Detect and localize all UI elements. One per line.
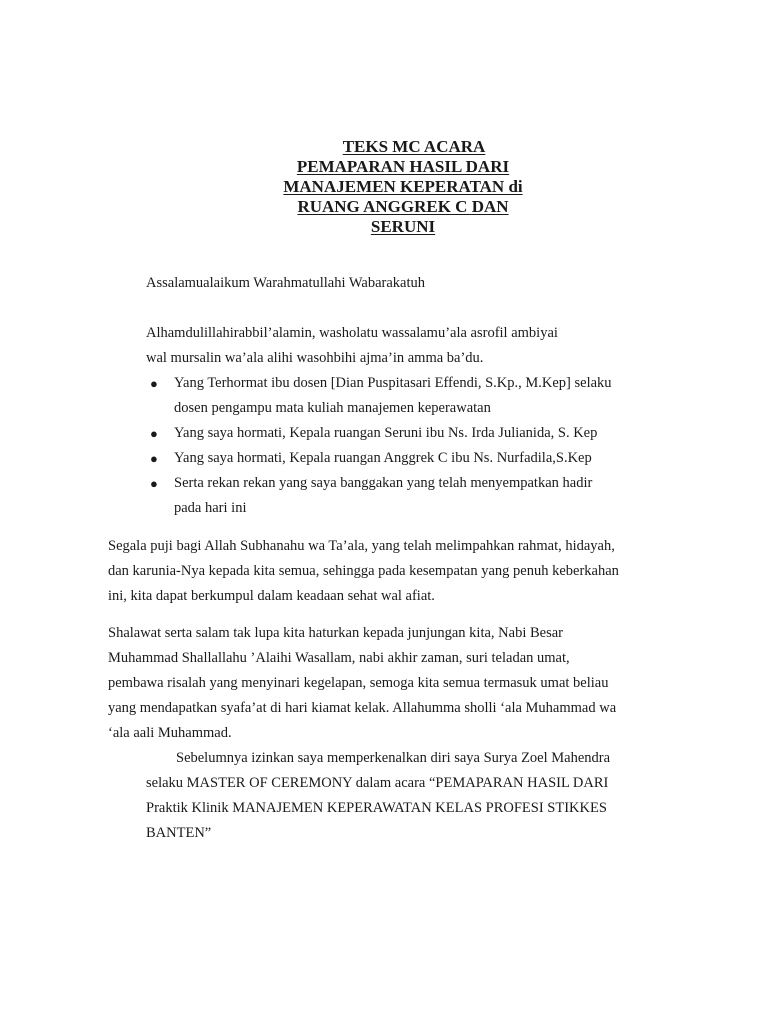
title-line: RUANG ANGGREK C DAN — [297, 197, 509, 216]
paragraph-line: ini, kita dapat berkumpul dalam keadaan sehat wal afiat. — [108, 588, 435, 604]
list-item-line: Yang saya hormati, Kepala ruangan Anggrek C ibu Ns. Nurfadila,S.Kep — [174, 450, 592, 466]
shalawat-paragraph — [108, 621, 616, 746]
paragraph-line: dan karunia-Nya kepada kita semua, sehingga pada kesempatan yang penuh keberkahan — [108, 563, 619, 579]
list-item — [146, 446, 612, 471]
salutation-list — [146, 371, 612, 521]
title-line: TEKS MC ACARA — [342, 137, 486, 156]
list-item-line: Serta rekan rekan yang saya banggakan yang telah menyempatkan hadir — [174, 475, 593, 491]
paragraph-line: Shalawat serta salam tak lupa kita haturkan kepada junjungan kita, Nabi Besar — [108, 625, 563, 641]
praise-paragraph — [108, 534, 619, 609]
list-item — [146, 471, 612, 521]
paragraph-line: Praktik Klinik MANAJEMEN KEPERAWATAN KELAS PROFESI STIKKES — [146, 800, 607, 816]
list-item-line: Yang saya hormati, Kepala ruangan Seruni ibu Ns. Irda Julianida, S. Kep — [174, 425, 598, 441]
introduction-paragraph — [146, 746, 610, 846]
bullet-icon: ● — [150, 451, 158, 466]
title-line: MANAJEMEN KEPERATAN di — [283, 177, 523, 196]
bullet-icon: ● — [150, 426, 158, 441]
list-item-line: Yang Terhormat ibu dosen [Dian Puspitasari Effendi, S.Kp., M.Kep] selaku — [174, 375, 612, 391]
bullet-icon: ● — [150, 376, 158, 391]
greeting-text: Assalamualaikum Warahmatullahi Wabarakatuh — [146, 275, 425, 291]
paragraph-line: Sebelumnya izinkan saya memperkenalkan diri saya Surya Zoel Mahendra — [176, 750, 611, 766]
list-item-line: pada hari ini — [174, 500, 247, 516]
title-line: PEMAPARAN HASIL DARI — [296, 157, 510, 176]
list-item — [146, 421, 612, 446]
paragraph-line: selaku MASTER OF CEREMONY dalam acara “PEMAPARAN HASIL DARI — [146, 775, 609, 791]
opening-line: Alhamdulillahirabbil’alamin, washolatu wassalamu’ala asrofil ambiyai — [146, 325, 558, 341]
list-item — [146, 371, 612, 421]
list-item-line: dosen pengampu mata kuliah manajemen keperawatan — [174, 400, 491, 416]
paragraph-line: Segala puji bagi Allah Subhanahu wa Ta’ala, yang telah melimpahkan rahmat, hidayah, — [108, 538, 615, 554]
opening-line: wal mursalin wa’ala alihi wasohbihi ajma’in amma ba’du. — [146, 350, 484, 366]
bullet-icon: ● — [150, 476, 158, 491]
opening-paragraph — [146, 321, 558, 371]
paragraph-line: yang mendapatkan syafa’at di hari kiamat kelak. Allahumma sholli ‘ala Muhammad wa — [108, 700, 617, 716]
paragraph-line: ‘ala aali Muhammad. — [108, 725, 232, 741]
paragraph-line: Muhammad Shallallahu ’Alaihi Wasallam, nabi akhir zaman, suri teladan umat, — [108, 650, 570, 666]
document-title — [200, 137, 606, 237]
paragraph-line: BANTEN” — [146, 825, 212, 841]
title-line: SERUNI — [370, 217, 436, 236]
paragraph-line: pembawa risalah yang menyinari kegelapan, semoga kita semua termasuk umat beliau — [108, 675, 609, 691]
